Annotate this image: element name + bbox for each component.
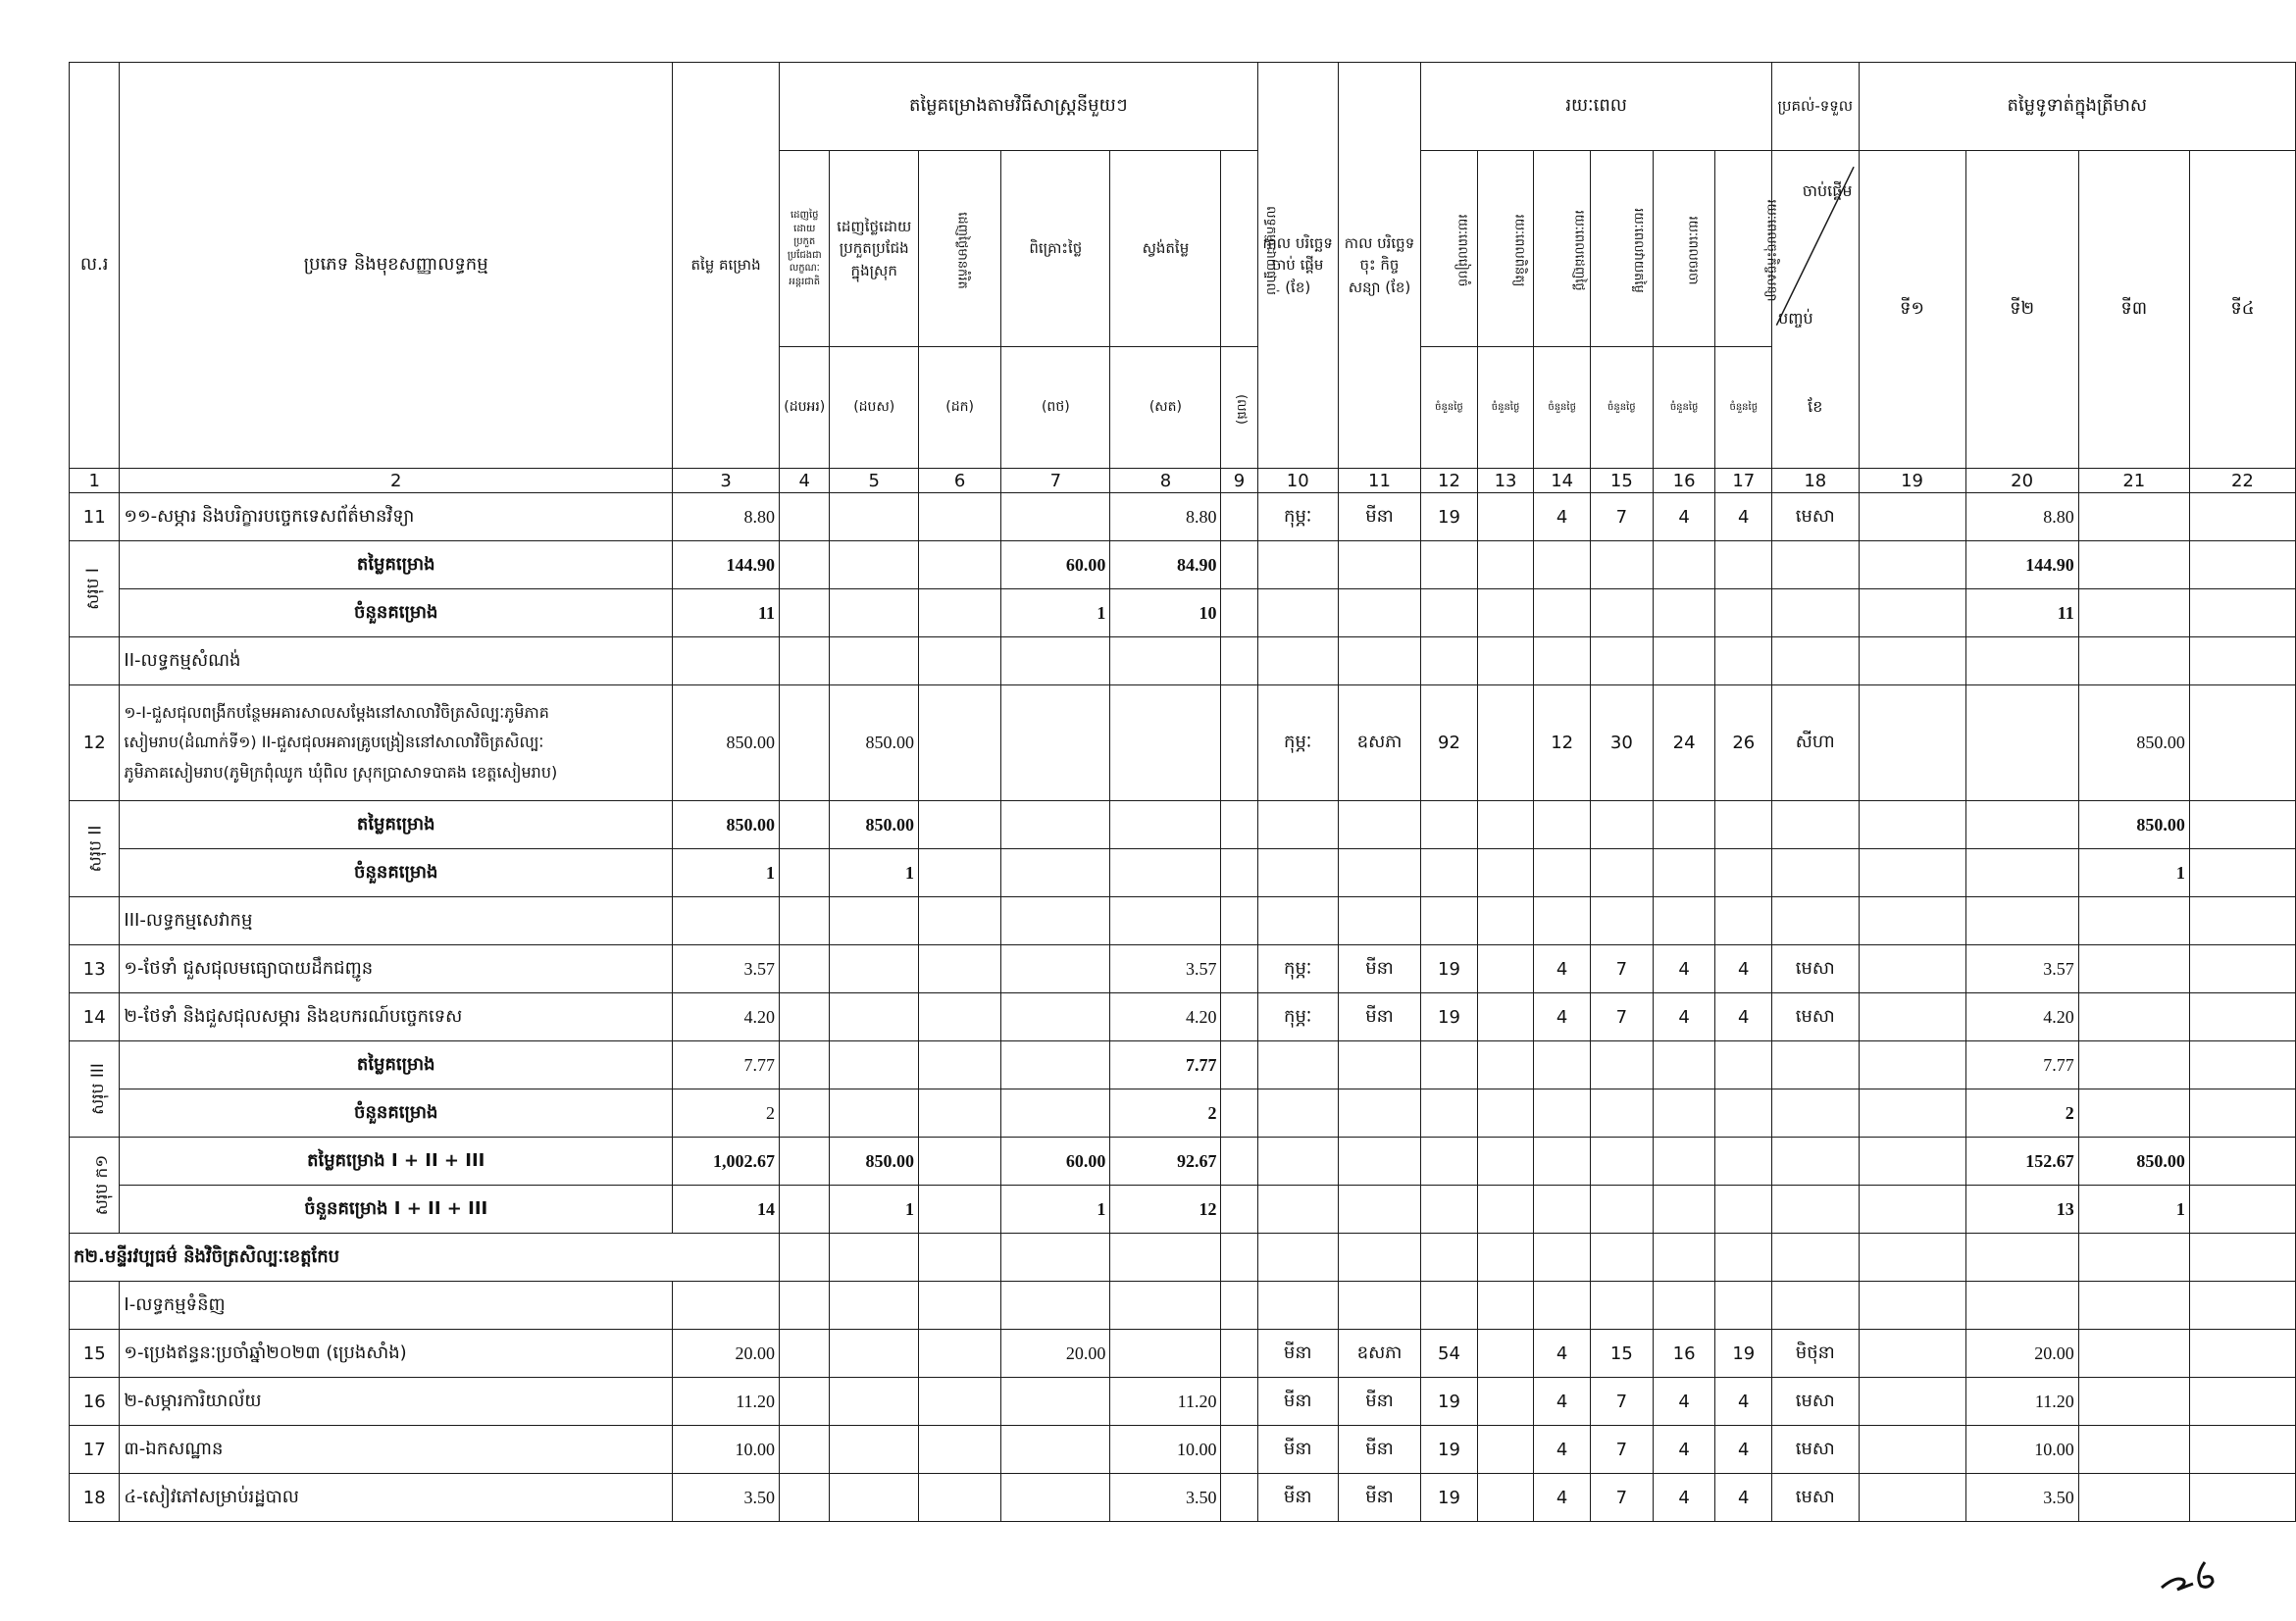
duration-prep-header: រយៈពេលរៀបចំ <box>1421 151 1478 347</box>
grand-count-row <box>70 1186 2296 1234</box>
row-d3: 4 <box>1534 1330 1591 1378</box>
row-d3: 4 <box>1534 1474 1591 1522</box>
grand-total-q3: 850.00 <box>2078 1138 2189 1186</box>
col-estimate-header: តម្លៃ គម្រោង <box>673 63 780 469</box>
handwritten-page-number <box>2158 1554 2236 1594</box>
table-row <box>70 993 2296 1041</box>
count-estimate: 11 <box>673 589 780 637</box>
row-d4: 15 <box>1590 1330 1653 1378</box>
section-row <box>70 637 2296 685</box>
col-num: 18 <box>1772 469 1859 493</box>
row-name: ១-ថែទាំ ជួសជុលមធ្យោបាយដឹកជញ្ជូន <box>120 945 673 993</box>
col-num: 19 <box>1859 469 1965 493</box>
subtotal-label: សរុប II <box>70 801 120 897</box>
table-row <box>70 493 2296 541</box>
row-estimate: 11.20 <box>673 1378 780 1426</box>
grand-total-name: តម្លៃគម្រោង I + II + III <box>120 1138 673 1186</box>
row-sign: ឧសភា <box>1338 685 1420 801</box>
quarter-4-header: ទី៤ <box>2189 151 2295 469</box>
method-limited-header: ដេញថ្លៃមានកំរិត <box>918 151 1000 347</box>
grand-total-quotation: 92.67 <box>1110 1138 1221 1186</box>
col-num: 1 <box>70 469 120 493</box>
subtotal-label: សរុប I <box>70 541 120 637</box>
row-q2: 10.00 <box>1965 1426 2078 1474</box>
subtotal-name: តម្លៃគម្រោង <box>120 541 673 589</box>
methods-group-header: តម្លៃគម្រោងតាមវិធីសាស្ត្រនីមួយៗ <box>780 63 1258 151</box>
grand-count-ncb: 1 <box>830 1186 919 1234</box>
row-name: ១-I-ជួសជុលពង្រីកបន្ថែមអគារសាលសម្ដែងនៅសាលាវិចិត្រសិល្បៈភូមិភាគ សៀមរាប(ដំណាក់ទី១) II-ជួសជុលអគារគ្រូបង្រៀននៅសាលាវិចិត្រសិល្បៈ ភូមិភាគសៀមរាប(ភូមិក្រពុំឈូក ឃុំពិល ស្រុកប្រាសាទបាគង ខេត្តសៀមរាប) <box>120 685 673 801</box>
row-start: កុម្ភៈ <box>1257 945 1338 993</box>
row-d3: 4 <box>1534 1426 1591 1474</box>
table-row <box>70 1330 2296 1378</box>
row-d2 <box>1477 1474 1534 1522</box>
row-estimate: 10.00 <box>673 1426 780 1474</box>
row-quotation: 3.57 <box>1110 945 1221 993</box>
row-d6: 4 <box>1715 1426 1772 1474</box>
row-sign: មីនា <box>1338 1474 1420 1522</box>
row-d6: 26 <box>1715 685 1772 801</box>
row-no: 14 <box>70 993 120 1041</box>
row-start: មីនា <box>1257 1426 1338 1474</box>
row-d1: 19 <box>1421 1474 1478 1522</box>
section-row <box>70 897 2296 945</box>
col-num: 10 <box>1257 469 1338 493</box>
row-sign: ឧសភា <box>1338 1330 1420 1378</box>
col-num: 6 <box>918 469 1000 493</box>
row-quotation: 11.20 <box>1110 1378 1221 1426</box>
row-d4: 7 <box>1590 1426 1653 1474</box>
duration-contract-header: រយៈពេលចុះកិច្ចសន្យា <box>1715 151 1772 347</box>
code-shopping: (ពថ) <box>1001 347 1110 469</box>
col-num: 9 <box>1221 469 1257 493</box>
row-d1: 19 <box>1421 1378 1478 1426</box>
row-estimate: 8.80 <box>673 493 780 541</box>
row-quotation: 8.80 <box>1110 493 1221 541</box>
col-num: 2 <box>120 469 673 493</box>
grand-count-q2: 13 <box>1965 1186 2078 1234</box>
count-row <box>70 1089 2296 1138</box>
method-direct-header: លទ្ធកម្មដោយផ្ទាល់ <box>1221 151 1257 347</box>
count-q2: 11 <box>1965 589 2078 637</box>
col-num: 7 <box>1001 469 1110 493</box>
grand-total-label: សរុប ក១ <box>70 1138 120 1234</box>
table-row <box>70 1474 2296 1522</box>
row-no: 18 <box>70 1474 120 1522</box>
subtotal-name: តម្លៃគម្រោង <box>120 1041 673 1089</box>
quarter-1-header: ទី១ <box>1859 151 1965 469</box>
row-name: ៤-សៀវភៅសម្រាប់រដ្ឋបាល <box>120 1474 673 1522</box>
sign-date-header: កាល បរិច្ឆេទ ចុះ កិច្ច សន្យា (ខែ) <box>1338 63 1420 469</box>
method-icb-header: ដេញថ្លៃដោយប្រកួតប្រជែងជាលក្ខណៈអន្តរជាតិ <box>780 151 830 347</box>
row-d1: 19 <box>1421 493 1478 541</box>
row-ncb: 850.00 <box>830 685 919 801</box>
col-type-header: ប្រភេទ និងមុខសញ្ញាលទ្ធកម្ម <box>120 63 673 469</box>
col-num: 11 <box>1338 469 1420 493</box>
row-d6: 4 <box>1715 945 1772 993</box>
col-num: 3 <box>673 469 780 493</box>
col-no-header: ល.រ <box>70 63 120 469</box>
col-num: 12 <box>1421 469 1478 493</box>
row-name: ៣-ឯកសណ្ឋាន <box>120 1426 673 1474</box>
subtotal-name: តម្លៃគម្រោង <box>120 801 673 849</box>
row-no: 15 <box>70 1330 120 1378</box>
unit-days-6: ចំនួនថ្ងៃ <box>1715 347 1772 469</box>
row-start: កុម្ភៈ <box>1257 993 1338 1041</box>
col-num: 14 <box>1534 469 1591 493</box>
row-start: មីនា <box>1257 1378 1338 1426</box>
row-q2: 3.57 <box>1965 945 2078 993</box>
handwritten-26-mark <box>2158 1554 2236 1594</box>
count-ncb: 1 <box>830 849 919 897</box>
row-d4: 7 <box>1590 1474 1653 1522</box>
row-d6: 4 <box>1715 1474 1772 1522</box>
row-quotation: 10.00 <box>1110 1426 1221 1474</box>
row-start: កុម្ភៈ <box>1257 493 1338 541</box>
count-name: ចំនួនគម្រោង <box>120 589 673 637</box>
row-d1: 54 <box>1421 1330 1478 1378</box>
row-d4: 7 <box>1590 493 1653 541</box>
row-d3: 4 <box>1534 493 1591 541</box>
row-d2 <box>1477 993 1534 1041</box>
grand-total-row <box>70 1138 2296 1186</box>
row-d2 <box>1477 1378 1534 1426</box>
row-no: 12 <box>70 685 120 801</box>
department-row <box>70 1234 2296 1282</box>
quarter-2-header: ទី២ <box>1965 151 2078 469</box>
row-q2: 4.20 <box>1965 993 2078 1041</box>
grand-count-shopping: 1 <box>1001 1186 1110 1234</box>
section-title: I-លទ្ធកម្មទំនិញ <box>120 1282 673 1330</box>
code-ncb: (ដបស) <box>830 347 919 469</box>
code-direct: (លផ) <box>1221 347 1257 469</box>
count-name: ចំនួនគម្រោង <box>120 849 673 897</box>
duration-nego-header: រយៈពេលចរចា <box>1653 151 1715 347</box>
row-shopping: 20.00 <box>1001 1330 1110 1378</box>
row-d1: 19 <box>1421 1426 1478 1474</box>
row-name: ២-ថែទាំ និងជួសជុលសម្ភារ និងឧបករណ៍បច្ចេកទេស <box>120 993 673 1041</box>
row-q2: 8.80 <box>1965 493 2078 541</box>
col-num: 8 <box>1110 469 1221 493</box>
count-name: ចំនួនគម្រោង <box>120 1089 673 1138</box>
section-title: III-លទ្ធកម្មសេវាកម្ម <box>120 897 673 945</box>
unit-days-5: ចំនួនថ្ងៃ <box>1653 347 1715 469</box>
grand-total-ncb: 850.00 <box>830 1138 919 1186</box>
col-num: 16 <box>1653 469 1715 493</box>
count-estimate: 1 <box>673 849 780 897</box>
row-estimate: 850.00 <box>673 685 780 801</box>
subtotal-quotation: 7.77 <box>1110 1041 1221 1089</box>
duration-review-header: រយៈពេលពិនិត្យ <box>1477 151 1534 347</box>
count-row <box>70 589 2296 637</box>
row-d5: 4 <box>1653 1474 1715 1522</box>
row-start: មីនា <box>1257 1330 1338 1378</box>
row-delivery: មេសា <box>1772 1474 1859 1522</box>
row-start: មីនា <box>1257 1474 1338 1522</box>
row-sign: មីនា <box>1338 993 1420 1041</box>
code-icb: (ដបអរ) <box>780 347 830 469</box>
count-q2: 2 <box>1965 1089 2078 1138</box>
row-d6: 4 <box>1715 493 1772 541</box>
quarter-3-header: ទី៣ <box>2078 151 2189 469</box>
count-q3: 1 <box>2078 849 2189 897</box>
row-no: 17 <box>70 1426 120 1474</box>
subtotal-quotation: 84.90 <box>1110 541 1221 589</box>
subtotal-row <box>70 541 2296 589</box>
subtotal-estimate: 850.00 <box>673 801 780 849</box>
row-d4: 7 <box>1590 1378 1653 1426</box>
duration-group-header: រយៈពេល <box>1421 63 1772 151</box>
col-num: 15 <box>1590 469 1653 493</box>
delivery-start-end-header <box>1772 151 1859 469</box>
unit-days-4: ចំនួនថ្ងៃ <box>1590 347 1653 469</box>
row-name: ២-សម្ភារការិយាល័យ <box>120 1378 673 1426</box>
grand-count-estimate: 14 <box>673 1186 780 1234</box>
row-d3: 4 <box>1534 1378 1591 1426</box>
subtotal-estimate: 144.90 <box>673 541 780 589</box>
row-estimate: 20.00 <box>673 1330 780 1378</box>
grand-total-shopping: 60.00 <box>1001 1138 1110 1186</box>
quarter-group-header: តម្លៃទូទាត់ក្នុងត្រីមាស <box>1859 63 2295 151</box>
subtotal-q2: 144.90 <box>1965 541 2078 589</box>
delivery-end-label: បញ្ចប់ <box>1778 309 1813 328</box>
row-no: 13 <box>70 945 120 993</box>
row-delivery: មិថុនា <box>1772 1330 1859 1378</box>
row-d2 <box>1477 1330 1534 1378</box>
grand-count-name: ចំនួនគម្រោង I + II + III <box>120 1186 673 1234</box>
unit-days-3: ចំនួនថ្ងៃ <box>1534 347 1591 469</box>
method-shopping-header: ពិគ្រោះថ្លៃ <box>1001 151 1110 347</box>
col-num: 17 <box>1715 469 1772 493</box>
section-row <box>70 1282 2296 1330</box>
row-q2: 20.00 <box>1965 1330 2078 1378</box>
row-sign: មីនា <box>1338 493 1420 541</box>
count-estimate: 2 <box>673 1089 780 1138</box>
col-num: 4 <box>780 469 830 493</box>
row-delivery: សីហា <box>1772 685 1859 801</box>
row-d5: 4 <box>1653 493 1715 541</box>
col-num: 5 <box>830 469 919 493</box>
code-quotation: (សត) <box>1110 347 1221 469</box>
row-q3: 850.00 <box>2078 685 2189 801</box>
procurement-plan-sheet <box>69 62 2296 1543</box>
subtotal-shopping: 60.00 <box>1001 541 1110 589</box>
row-no: 11 <box>70 493 120 541</box>
row-delivery: មេសា <box>1772 945 1859 993</box>
row-d5: 4 <box>1653 1378 1715 1426</box>
table-row <box>70 685 2296 801</box>
subtotal-row <box>70 1041 2296 1089</box>
row-d5: 24 <box>1653 685 1715 801</box>
subtotal-row <box>70 801 2296 849</box>
col-num: 20 <box>1965 469 2078 493</box>
row-d1: 92 <box>1421 685 1478 801</box>
grand-count-quotation: 12 <box>1110 1186 1221 1234</box>
count-quotation: 10 <box>1110 589 1221 637</box>
row-quotation: 4.20 <box>1110 993 1221 1041</box>
row-q2: 11.20 <box>1965 1378 2078 1426</box>
row-delivery: មេសា <box>1772 993 1859 1041</box>
subtotal-ncb: 850.00 <box>830 801 919 849</box>
row-sign: មីនា <box>1338 1378 1420 1426</box>
row-d6: 19 <box>1715 1330 1772 1378</box>
start-date-header: កាល បរិច្ឆេទ ចាប់ ផ្ដើម (ខែ) <box>1257 63 1338 469</box>
row-d4: 7 <box>1590 993 1653 1041</box>
unit-days-2: ចំនួនថ្ងៃ <box>1477 347 1534 469</box>
row-d6: 4 <box>1715 993 1772 1041</box>
row-delivery: មេសា <box>1772 1426 1859 1474</box>
delivery-group-header: ប្រគល់-ទទួល <box>1772 63 1859 151</box>
section-title: II-លទ្ធកម្មសំណង់ <box>120 637 673 685</box>
subtotal-q2: 7.77 <box>1965 1041 2078 1089</box>
row-name: ១-ប្រេងឥន្ធនៈប្រចាំឆ្នាំ២០២៣ (ប្រេងសាំង) <box>120 1330 673 1378</box>
table-row <box>70 1378 2296 1426</box>
count-quotation: 2 <box>1110 1089 1221 1138</box>
grand-total-q2: 152.67 <box>1965 1138 2078 1186</box>
row-start: កុម្ភៈ <box>1257 685 1338 801</box>
row-d1: 19 <box>1421 945 1478 993</box>
row-d2 <box>1477 1426 1534 1474</box>
count-row <box>70 849 2296 897</box>
row-d6: 4 <box>1715 1378 1772 1426</box>
col-num: 21 <box>2078 469 2189 493</box>
col-num: 22 <box>2189 469 2295 493</box>
method-ncb-header: ដេញថ្លៃដោយប្រកួតប្រជែងក្នុងស្រុក <box>830 151 919 347</box>
row-name: ១១-សម្ភារ និងបរិក្ខារបច្ចេកទេសព័ត៌មានវិទ្យា <box>120 493 673 541</box>
row-d2 <box>1477 493 1534 541</box>
row-estimate: 3.57 <box>673 945 780 993</box>
delivery-unit-label: ខែ <box>1808 397 1823 416</box>
row-d4: 30 <box>1590 685 1653 801</box>
department-title: ក២.មន្ទីរវប្បធម៌ និងវិចិត្រសិល្បៈខេត្តកែប <box>70 1234 780 1282</box>
method-quotation-header: ស្វង់តម្លៃ <box>1110 151 1221 347</box>
row-d4: 7 <box>1590 945 1653 993</box>
row-q2: 3.50 <box>1965 1474 2078 1522</box>
row-delivery: មេសា <box>1772 493 1859 541</box>
row-d3: 12 <box>1534 685 1591 801</box>
row-delivery: មេសា <box>1772 1378 1859 1426</box>
subtotal-label: សរុប III <box>70 1041 120 1138</box>
row-d5: 4 <box>1653 993 1715 1041</box>
row-d5: 16 <box>1653 1330 1715 1378</box>
row-no: 16 <box>70 1378 120 1426</box>
procurement-table <box>69 62 2296 1522</box>
row-d3: 4 <box>1534 945 1591 993</box>
unit-days-1: ចំនួនថ្ងៃ <box>1421 347 1478 469</box>
table-row <box>70 1426 2296 1474</box>
row-d1: 19 <box>1421 993 1478 1041</box>
count-shopping: 1 <box>1001 589 1110 637</box>
row-d5: 4 <box>1653 945 1715 993</box>
row-quotation: 3.50 <box>1110 1474 1221 1522</box>
subtotal-estimate: 7.77 <box>673 1041 780 1089</box>
row-d2 <box>1477 945 1534 993</box>
row-estimate: 4.20 <box>673 993 780 1041</box>
duration-bid-header: រយៈពេលដេញថ្លៃ <box>1534 151 1591 347</box>
col-num: 13 <box>1477 469 1534 493</box>
grand-total-estimate: 1,002.67 <box>673 1138 780 1186</box>
delivery-start-label: ចាប់ផ្ដើម <box>1802 181 1853 200</box>
table-row <box>70 945 2296 993</box>
grand-count-q3: 1 <box>2078 1186 2189 1234</box>
row-estimate: 3.50 <box>673 1474 780 1522</box>
duration-eval-header: រយៈពេលវាយតម្លៃ <box>1590 151 1653 347</box>
subtotal-q3: 850.00 <box>2078 801 2189 849</box>
row-d2 <box>1477 685 1534 801</box>
row-d3: 4 <box>1534 993 1591 1041</box>
code-limited: (ដក) <box>918 347 1000 469</box>
row-d5: 4 <box>1653 1426 1715 1474</box>
row-sign: មីនា <box>1338 945 1420 993</box>
row-sign: មីនា <box>1338 1426 1420 1474</box>
column-number-row <box>70 469 2296 493</box>
